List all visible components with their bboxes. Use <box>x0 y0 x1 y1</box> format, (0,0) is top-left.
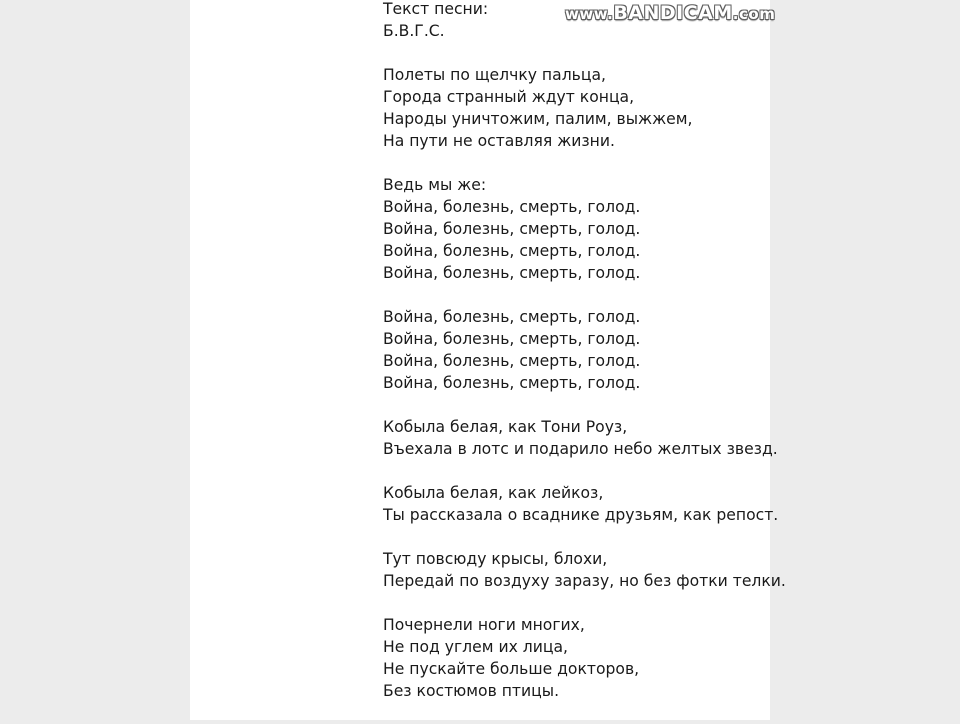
lyric-line: Не под углем их лица, <box>383 638 569 656</box>
lyrics-page <box>190 0 786 720</box>
lyric-line: Война, болезнь, смерть, голод. <box>383 220 641 238</box>
stanza <box>383 64 770 152</box>
lyric-line: Кобыла белая, как лейкоз, <box>383 484 604 502</box>
lyric-line: Ты рассказала о всаднике друзьям, как репост. <box>383 506 779 524</box>
lyric-line: Без костюмов птицы. <box>383 682 560 700</box>
lyrics-text <box>383 0 786 724</box>
lyrics-artist: Б.В.Г.С. <box>383 22 445 40</box>
lyrics-header <box>383 0 770 42</box>
lyric-line: Война, болезнь, смерть, голод. <box>383 374 641 392</box>
stanza <box>383 482 779 526</box>
lyric-line: Въехала в лотс и подарило небо желтых звезд. <box>383 440 778 458</box>
watermark-brand: BANDICAM <box>613 2 733 24</box>
lyric-line: Полеты по щелчку пальца, <box>383 66 606 84</box>
lyric-line: Почернели ноги многих, <box>383 616 585 634</box>
lyric-line: Война, болезнь, смерть, голод. <box>383 198 641 216</box>
lyrics-title: Текст песни: <box>383 0 489 18</box>
lyric-line: Кобыла белая, как Тони Роуз, <box>383 418 628 436</box>
lyric-line: Война, болезнь, смерть, голод. <box>383 242 641 260</box>
stanza <box>383 174 770 284</box>
lyric-line: Война, болезнь, смерть, голод. <box>383 308 641 326</box>
lyric-line: Война, болезнь, смерть, голод. <box>383 264 641 282</box>
stanza <box>383 614 770 702</box>
lyric-line: Тут повсюду крысы, блохи, <box>383 550 608 568</box>
lyric-line: На пути не оставляя жизни. <box>383 132 615 150</box>
lyric-line: Города странный ждут конца, <box>383 88 635 106</box>
watermark-prefix: www. <box>565 5 614 23</box>
lyric-line: Не пускайте больше докторов, <box>383 660 640 678</box>
stanza-list <box>383 64 786 702</box>
lyric-line: Война, болезнь, смерть, голод. <box>383 330 641 348</box>
lyric-line: Народы уничтожим, палим, выжжем, <box>383 110 693 128</box>
watermark-suffix: .com <box>732 5 776 23</box>
lyric-line: Ведь мы же: <box>383 176 487 194</box>
stanza <box>383 548 786 592</box>
stanza <box>383 306 770 394</box>
stanza <box>383 416 778 460</box>
lyric-line: Война, болезнь, смерть, голод. <box>383 352 641 370</box>
lyric-line: Передай по воздуху заразу, но без фотки телки. <box>383 572 786 590</box>
